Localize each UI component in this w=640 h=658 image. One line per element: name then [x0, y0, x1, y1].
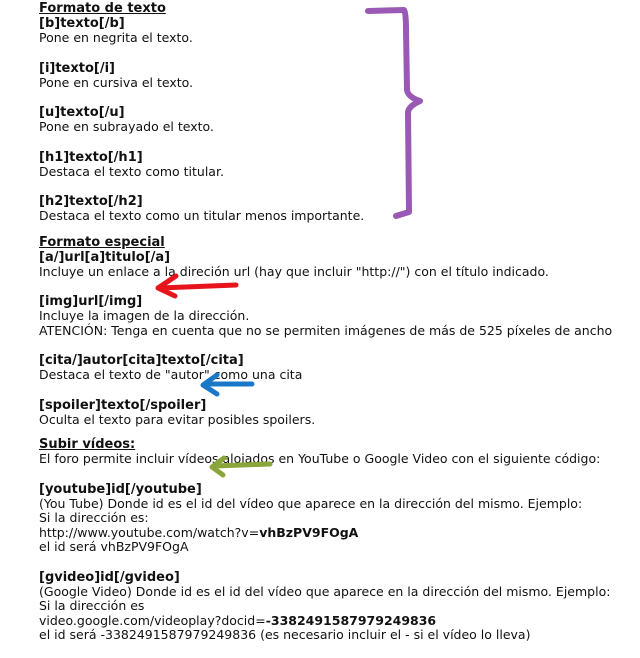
entry-spoiler	[39, 398, 637, 428]
entry-underline	[39, 105, 637, 135]
section-formato-especial	[39, 236, 637, 428]
youtube-line1: (You Tube) Donde id es el id del vídeo que aparece en la dirección del mismo. Ejemplo:	[39, 495, 583, 511]
entry-cita	[39, 353, 637, 383]
desc-h1: Destaca el texto como titular.	[39, 163, 224, 179]
section-formato-texto	[39, 2, 637, 224]
videos-intro-block	[39, 452, 637, 467]
youtube-url-base: http://www.youtube.com/watch?v=	[39, 524, 260, 540]
desc-link: Incluye un enlace a la direción url (hay que incluir "http://") con el título indicado.	[39, 263, 549, 279]
section-subir-videos	[39, 438, 637, 643]
tag-link: [a/]url[a]titulo[/a]	[39, 249, 171, 265]
tag-underline: [u]texto[/u]	[39, 105, 125, 120]
gvideo-url	[39, 614, 637, 629]
youtube-url-id: vhBzPV9FOgA	[259, 524, 359, 540]
entry-bold	[39, 16, 637, 46]
desc-img-warning: ATENCIÓN: Tenga en cuenta que no se permiten imágenes de más de 525 píxeles de ancho	[39, 322, 613, 338]
tag-h1: [h1]texto[/h1]	[39, 149, 143, 165]
entry-italic	[39, 61, 637, 91]
section-title-subir-videos: Subir vídeos:	[39, 437, 136, 452]
entry-img	[39, 294, 637, 338]
tag-gvideo: [gvideo]id[/gvideo]	[39, 569, 180, 585]
gvideo-line4: el id será -3382491587979249836 (es necesario incluir el - si el vídeo lo lleva)	[39, 627, 531, 642]
desc-bold: Pone en negrita el texto.	[39, 30, 193, 45]
youtube-line2: Si la dirección es:	[39, 510, 149, 525]
entry-h1	[39, 150, 637, 180]
gvideo-line1: (Google Video) Donde id es el id del vídeo que aparece en la dirección del mismo. Ejemplo:	[39, 583, 611, 599]
desc-h2: Destaca el texto como un titular menos importante.	[39, 208, 365, 223]
tag-italic: [i]texto[/i]	[39, 60, 115, 76]
gvideo-url-base: video.google.com/videoplay?docid=	[39, 612, 266, 628]
section-title-formato-texto: Formato de texto	[39, 1, 166, 16]
gvideo-url-id: -3382491587979249836	[265, 612, 437, 628]
desc-cita: Destaca el texto de "autor" como una cita	[39, 367, 303, 382]
tag-youtube: [youtube]id[/youtube]	[39, 481, 202, 497]
tag-h2: [h2]texto[/h2]	[39, 194, 143, 209]
entry-h2	[39, 194, 637, 224]
tag-cita: [cita/]autor[cita]texto[/cita]	[39, 353, 244, 368]
entry-gvideo	[39, 570, 637, 643]
section-title-formato-especial: Formato especial	[39, 234, 165, 250]
desc-underline: Pone en subrayado el texto.	[39, 119, 214, 134]
gvideo-line2: Si la dirección es	[39, 598, 145, 613]
tag-spoiler: [spoiler]texto[/spoiler]	[39, 397, 207, 413]
youtube-line4: el id será vhBzPV9FOgA	[39, 539, 189, 554]
entry-link	[39, 250, 637, 280]
desc-italic: Pone en cursiva el texto.	[39, 74, 194, 90]
desc-spoiler: Oculta el texto para evitar posibles spoilers.	[39, 411, 316, 427]
videos-intro: El foro permite incluir vídeos alojados en YouTube o Google Video con el siguiente código:	[39, 451, 601, 466]
entry-youtube	[39, 482, 637, 555]
youtube-url	[39, 526, 637, 541]
tag-img: [img]url[/img]	[39, 294, 143, 309]
tag-bold: [b]texto[/b]	[39, 16, 125, 31]
desc-img: Incluye la imagen de la dirección.	[39, 308, 250, 323]
bbcode-help-document	[39, 2, 637, 658]
